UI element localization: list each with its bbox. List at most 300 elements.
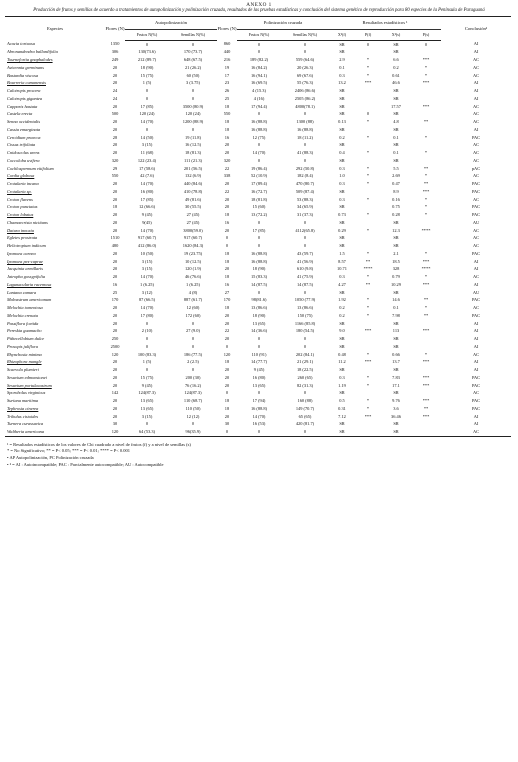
fruits-auto-cell: 2 (10) — [141, 328, 153, 334]
seeds-auto-cell: 648 (67.5) — [183, 57, 203, 63]
seeds-cross-cell: 0 — [303, 49, 307, 55]
p-fruits-cell: * — [366, 196, 370, 202]
flowers-auto-cell: 20 — [112, 150, 118, 156]
chi-seeds-cell: SR — [393, 88, 399, 94]
chi-seeds-cell: SR — [393, 320, 399, 326]
flowers-cross-cell: 19 — [224, 64, 230, 70]
fruits-auto-cell: 120 (24) — [139, 111, 155, 117]
seeds-auto-cell: 410 (78.8) — [183, 188, 203, 194]
chi-seeds-cell: 0.1 — [393, 305, 399, 311]
seeds-auto-cell: 3500 (80.9) — [182, 103, 204, 109]
table-row — [5, 126, 511, 134]
chi-seeds-cell: 113 — [392, 328, 400, 334]
seeds-cross-cell: 43 (59.7) — [296, 250, 314, 256]
chi-seeds-cell: SR — [393, 336, 399, 342]
p-fruits-cell — [355, 87, 381, 95]
p-fruits-cell: * — [366, 134, 370, 140]
col-semillas-auto: Semillas N(%) — [169, 29, 217, 40]
conclusion-cell: AI — [473, 413, 479, 419]
p-seeds-cell: *** — [422, 258, 430, 264]
chi-fruits-cell: 0.31 — [338, 405, 346, 411]
p-fruits-cell: * — [366, 398, 370, 404]
p-seeds-cell: ** — [423, 119, 429, 125]
p-fruits-cell: *** — [364, 328, 372, 334]
flowers-auto-cell: 20 — [112, 305, 118, 311]
p-seeds-cell — [411, 234, 441, 242]
p-seeds-cell: * — [424, 64, 428, 70]
p-seeds-cell: * — [424, 250, 428, 256]
seeds-cross-cell: 41 (88.3) — [296, 150, 314, 156]
seeds-auto-cell: 76 (16.2) — [184, 382, 202, 388]
seeds-auto-cell: 0 — [191, 343, 195, 349]
fruits-auto-cell: 15 (75) — [140, 374, 154, 380]
p-fruits-cell: * — [366, 250, 370, 256]
table-row — [5, 258, 511, 266]
seeds-auto-cell: 1200 (88.9) — [182, 119, 204, 125]
chi-fruits-cell: SR — [339, 343, 345, 349]
chi-fruits-cell: SR — [339, 390, 345, 396]
table-row — [5, 273, 511, 281]
seeds-cross-cell: 4112(65.8) — [295, 227, 315, 233]
chi-fruits-cell: 0.48 — [338, 351, 346, 357]
flowers-auto-cell: 24 — [112, 88, 118, 94]
flowers-auto-cell: 20 — [112, 227, 118, 233]
seeds-auto-cell: 0 — [191, 95, 195, 101]
chi-seeds-cell: SR — [393, 367, 399, 373]
table-row — [5, 141, 511, 149]
seeds-cross-cell: 0 — [281, 428, 329, 436]
fruits-auto-cell: 3 (15) — [141, 266, 153, 272]
conclusion-cell: PAC — [471, 188, 481, 194]
flowers-auto-cell: 1510 — [110, 235, 120, 241]
seeds-cross-cell: 0 — [303, 111, 307, 117]
seeds-auto-cell: 18 (81.3) — [184, 150, 202, 156]
table-row — [5, 203, 511, 211]
fruits-cross-cell: 17 (89.4) — [250, 181, 268, 187]
p-fruits-cell — [355, 389, 381, 397]
fruits-cross-cell: 0 — [257, 157, 261, 163]
table-row — [5, 351, 511, 359]
table-row — [5, 110, 511, 118]
chi-fruits-cell: 0.29 — [338, 227, 346, 233]
p-fruits-cell — [355, 219, 381, 227]
fruits-cross-cell: 18 (81.8) — [250, 196, 268, 202]
species-cell: Bastardia viscosa — [7, 72, 39, 78]
p-fruits-cell: * — [366, 181, 370, 187]
flowers-auto-cell: 20 — [112, 328, 118, 334]
conclusion-cell: AC — [472, 305, 480, 311]
p-fruits-cell: * — [366, 382, 370, 388]
seeds-auto-cell: 0 — [191, 88, 195, 94]
chi-fruits-cell: SR — [339, 289, 345, 295]
p-fruits-cell — [355, 335, 381, 343]
p-fruits-cell: * — [366, 312, 370, 318]
seeds-cross-cell: 0 — [303, 243, 307, 249]
flowers-auto-cell: 20 — [112, 374, 118, 380]
flowers-auto-cell: 1350 — [110, 41, 120, 47]
fruits-auto-cell: 87 (66.5) — [138, 297, 156, 303]
chi-seeds-cell: 17.1 — [392, 382, 400, 388]
chi-fruits-cell: 0.3 — [339, 72, 345, 78]
species-cell: Sesuvium edmonstonei — [7, 374, 47, 380]
seeds-cross-cell: 0 — [303, 343, 307, 349]
chi-seeds-cell: 0.75 — [392, 204, 400, 210]
flowers-auto-cell: 20 — [112, 398, 118, 404]
fruits-auto-cell: 16 (80) — [140, 188, 154, 194]
seeds-auto-cell: 132 (6.9) — [184, 173, 202, 179]
p-fruits-cell — [355, 343, 381, 351]
table-row — [5, 405, 511, 413]
species-cell: Pithecellobium dulce — [7, 336, 45, 342]
table-row — [5, 180, 511, 188]
table-row — [5, 103, 511, 111]
chi-seeds-cell: SR — [393, 390, 399, 396]
p-fruits-cell: * — [366, 305, 370, 311]
chi-seeds-cell: 36.46 — [391, 413, 401, 419]
chi-seeds-cell: 0.2 — [393, 64, 399, 70]
p-fruits-cell: * — [366, 119, 370, 125]
seeds-auto-cell: 887 (61.7) — [183, 297, 203, 303]
p-seeds-cell — [411, 242, 441, 250]
conclusion-cell: pAC — [471, 165, 481, 171]
fruits-cross-cell: 17 (94) — [252, 398, 266, 404]
p-seeds-cell: * — [424, 134, 428, 140]
conclusion-cell: AC — [472, 243, 480, 249]
col-autopolinizacion: Autopolinización — [125, 16, 217, 29]
flowers-cross-cell: 18 — [224, 119, 230, 125]
p-fruits-cell — [355, 242, 381, 250]
flowers-cross-cell: 30 — [224, 421, 230, 427]
footnotes — [5, 442, 513, 468]
table-row — [5, 95, 511, 103]
p-fruits-cell: * — [366, 64, 370, 70]
p-fruits-cell: * — [366, 173, 370, 179]
seeds-auto-cell: 16 (12.5) — [184, 142, 202, 148]
species-cell: Melochia crenata — [7, 312, 38, 318]
chi-seeds-cell: 7.98 — [392, 312, 400, 318]
flowers-auto-cell: 24 — [112, 95, 118, 101]
flowers-cross-cell: 18 — [224, 250, 230, 256]
p-seeds-cell: 0 — [424, 41, 428, 47]
fruits-auto-cell: 17 (58.6) — [138, 165, 156, 171]
chi-seeds-cell: 3.6 — [393, 405, 399, 411]
flowers-auto-cell: 28 — [112, 134, 118, 140]
chi-fruits-cell: SR — [339, 41, 345, 47]
species-cell: Coccoloba uvifera — [7, 157, 40, 163]
chi-fruits-cell: SR — [339, 188, 345, 194]
chi-fruits-cell: 1.5 — [339, 250, 345, 256]
p-fruits-cell: *** — [364, 359, 372, 365]
fruits-cross-cell: 12 (75) — [252, 134, 266, 140]
species-cell: Turnera curassavica — [7, 421, 44, 427]
seeds-auto-cell: 0 — [191, 367, 195, 373]
conclusion-cell: PAC — [471, 297, 481, 303]
chi-fruits-cell: 1.0 — [339, 173, 345, 179]
table-row — [5, 250, 511, 258]
species-cell: Ipomoea carnea — [7, 250, 36, 256]
conclusion-cell: PAC — [471, 134, 481, 140]
table-caption: Producción de frutos y semillas de acuerdo a tratamientos de autopolinización y polinización cruzada, resultados de las pruebas estadísticas y conclusión del sistema genético de reproducción para 80 especies de la Península de Paraguaná — [33, 8, 485, 13]
fruits-auto-cell: 3 (12) — [141, 289, 153, 295]
flowers-cross-cell: 18 — [224, 359, 230, 365]
conclusion-cell: AI — [473, 266, 479, 272]
conclusion-cell: AC — [441, 428, 511, 436]
flowers-cross-cell: 18 — [224, 405, 230, 411]
fruits-cross-cell: 4 (16) — [253, 95, 265, 101]
col-polinizacion-cruzada: Polinización cruzada — [237, 16, 329, 29]
seeds-auto-cell: 19 (23.75) — [183, 250, 203, 256]
p-seeds-cell: *** — [422, 188, 430, 194]
fruits-cross-cell: 4 (15.3) — [252, 88, 266, 94]
p-fruits-cell — [355, 320, 381, 328]
flowers-auto-cell: 20 — [112, 188, 118, 194]
flowers-cross-cell: 22 — [224, 328, 230, 334]
seeds-auto-cell: 170 (73.7) — [183, 49, 203, 55]
flowers-auto-cell: 16 — [112, 281, 118, 287]
fruits-cross-cell: 13 (65) — [252, 320, 266, 326]
table-row — [5, 343, 511, 351]
flowers-cross-cell: 338 — [223, 173, 231, 179]
seeds-auto-cell: 4 (8) — [188, 289, 198, 295]
p-fruits-cell: * — [366, 150, 370, 156]
chi-fruits-cell: 4.27 — [338, 281, 346, 287]
conclusion-cell: PAC — [471, 181, 481, 187]
fruits-cross-cell: 14 (70) — [252, 413, 266, 419]
seeds-auto-cell: 27 (45) — [186, 212, 200, 218]
col-resultados: Resultados estadísticos ¹ — [329, 16, 441, 29]
table-row — [5, 79, 511, 87]
fruits-cross-cell: 16 (88.8) — [250, 250, 268, 256]
seeds-auto-cell: 21 (26.2) — [184, 64, 202, 70]
table-row — [5, 366, 511, 374]
seeds-cross-cell: 420 (81.7) — [295, 421, 315, 427]
fruits-cross-cell: 18 (90) — [252, 312, 266, 318]
seeds-cross-cell: 1166 (85.8) — [294, 320, 316, 326]
seeds-auto-cell: 27 (45) — [186, 219, 200, 225]
conclusion-cell: AC — [472, 351, 480, 357]
table-row — [5, 48, 511, 56]
flowers-auto-cell: 120 — [111, 351, 119, 357]
fruits-cross-cell: 0 — [257, 41, 261, 47]
col-frutos-auto: Frutos N(%) — [125, 29, 169, 40]
p-seeds-cell: *** — [422, 374, 430, 380]
seeds-cross-cell: 0 — [303, 142, 307, 148]
fruits-auto-cell: 0 — [145, 343, 149, 349]
conclusion-cell: AU — [472, 219, 480, 225]
flowers-cross-cell: 17 — [224, 72, 230, 78]
seeds-auto-cell: 19 (11.8) — [185, 134, 201, 140]
seeds-cross-cell: 14 (87.5) — [296, 281, 314, 287]
flowers-cross-cell: 0 — [217, 428, 237, 436]
conclusion-cell: AC — [472, 227, 480, 233]
col-x2s: X²(s) — [381, 29, 411, 40]
fruits-cross-cell: 9 (45) — [253, 367, 265, 373]
table-row — [5, 56, 511, 64]
chi-seeds-cell: 7.83 — [392, 374, 400, 380]
seeds-auto-cell: 3 (3.75) — [186, 80, 200, 86]
species-cell: Rhynchosia minima — [7, 351, 42, 357]
p-seeds-cell: *** — [422, 57, 430, 63]
p-seeds-cell — [411, 428, 441, 436]
seeds-cross-cell: 21 (29.1) — [296, 359, 314, 365]
chi-seeds-cell: 0.66 — [392, 351, 400, 357]
table-row — [5, 211, 511, 219]
p-seeds-cell: * — [424, 274, 428, 280]
conclusion-cell: AI — [473, 320, 479, 326]
flowers-auto-cell: 500 — [111, 111, 119, 117]
fruits-auto-cell: 0 — [145, 95, 149, 101]
flowers-cross-cell: 23 — [224, 80, 230, 86]
p-fruits-cell — [355, 366, 381, 374]
fruits-auto-cell: 10 (50) — [140, 250, 154, 256]
seeds-cross-cell: 41 (56.9) — [296, 258, 314, 264]
p-seeds-cell: *** — [422, 382, 430, 388]
species-cell: Tephrosia cinerea — [7, 405, 39, 411]
chi-seeds-cell: SR — [393, 41, 399, 47]
flowers-auto-cell: 20 — [112, 274, 118, 280]
table-row — [5, 234, 511, 242]
fruits-auto-cell: 14 (70) — [140, 305, 154, 311]
p-seeds-cell: ** — [423, 312, 429, 318]
p-seeds-cell — [411, 126, 441, 134]
col-ps: P(s) — [411, 29, 441, 40]
seeds-auto-cell: 172 (60) — [185, 312, 201, 318]
conclusion-cell: AI — [473, 95, 479, 101]
fruits-auto-cell: 212 (89.7) — [137, 57, 157, 63]
fruits-cross-cell: 14 (70) — [252, 150, 266, 156]
chi-fruits-cell: 1.92 — [338, 297, 346, 303]
chi-fruits-cell: SR — [339, 367, 345, 373]
fruits-auto-cell: 9(45) — [142, 219, 152, 225]
p-fruits-cell: ** — [365, 258, 371, 264]
p-seeds-cell: ** — [423, 405, 429, 411]
flowers-cross-cell: 18 — [224, 103, 230, 109]
chi-fruits-cell: 0.3 — [339, 165, 345, 171]
chi-seeds-cell: 2.69 — [392, 173, 400, 179]
table-row — [5, 72, 511, 80]
chi-fruits-cell: 7.12 — [338, 413, 346, 419]
fruits-auto-cell: 64 (53.3) — [125, 428, 169, 436]
flowers-auto-cell: 320 — [111, 157, 119, 163]
seeds-cross-cell: 18 (11.2) — [297, 134, 313, 140]
p-seeds-cell — [411, 420, 441, 428]
table-row — [5, 64, 511, 72]
seeds-cross-cell: 160 (88) — [297, 398, 313, 404]
flowers-auto-cell: 20 — [112, 382, 118, 388]
seeds-cross-cell: 260 (65) — [297, 374, 313, 380]
chi-seeds-cell: SR — [393, 95, 399, 101]
chi-seeds-cell: SR — [393, 111, 399, 117]
p-seeds-cell: ** — [423, 181, 429, 187]
species-cell: Abronandendra ballardifolia — [7, 49, 58, 55]
fruits-cross-cell: 0 — [257, 243, 261, 249]
chi-seeds-cell: 18.5 — [392, 258, 400, 264]
conclusion-cell: AI — [473, 328, 479, 334]
seeds-auto-cell: 200 (30) — [185, 374, 201, 380]
p-fruits-cell — [355, 141, 381, 149]
species-cell: Jatropha gossypifolia — [7, 274, 46, 280]
table-row — [5, 157, 511, 165]
table-row — [5, 312, 511, 320]
table-row — [5, 389, 511, 397]
fruits-cross-cell: 13 (86.6) — [250, 305, 268, 311]
p-fruits-cell: * — [366, 351, 370, 357]
seeds-cross-cell: 69 (67.6) — [296, 72, 314, 78]
chi-seeds-cell: 0.47 — [392, 181, 400, 187]
fruits-cross-cell: 110 (91) — [251, 351, 267, 357]
chi-fruits-cell: 0.3 — [339, 274, 345, 280]
p-seeds-cell: * — [424, 196, 428, 202]
flowers-auto-cell: 20 — [112, 250, 118, 256]
p-seeds-cell: * — [424, 204, 428, 210]
chi-fruits-cell: 10.71 — [337, 266, 347, 272]
flowers-auto-cell: 120 — [105, 428, 125, 436]
p-seeds-cell: * — [424, 173, 428, 179]
table-row — [5, 397, 511, 405]
flowers-cross-cell: 20 — [224, 266, 230, 272]
col-semillas-cruz: Semillas N(%) — [281, 29, 329, 40]
fruits-cross-cell: 15 (60) — [252, 204, 266, 210]
table-row — [5, 296, 511, 304]
table-row — [5, 149, 511, 157]
table-row — [5, 40, 511, 48]
p-seeds-cell — [411, 389, 441, 397]
table-row — [5, 134, 511, 142]
table-row — [5, 219, 511, 227]
chi-fruits-cell: SR — [339, 235, 345, 241]
species-cell: Castela erecta — [7, 111, 33, 117]
table-row — [5, 165, 511, 173]
seeds-cross-cell: 470 (80.7) — [295, 181, 315, 187]
species-cell: Tribulus cistoides — [7, 413, 39, 419]
flowers-cross-cell: 20 — [224, 367, 230, 373]
p-seeds-cell — [411, 335, 441, 343]
chi-seeds-cell: 13.7 — [392, 359, 400, 365]
flowers-auto-cell: 25 — [112, 289, 118, 295]
fruits-cross-cell: 17 (85) — [252, 227, 266, 233]
fruits-auto-cell: 0 — [145, 421, 149, 427]
flowers-cross-cell: 550 — [223, 111, 231, 117]
p-fruits-cell: ** — [365, 281, 371, 287]
chi-fruits-cell: 0.2 — [339, 312, 345, 318]
chi-fruits-cell: SR — [339, 126, 345, 132]
fruits-auto-cell: 0 — [145, 41, 149, 47]
fruits-cross-cell: 16 (72.7) — [250, 188, 268, 194]
fruits-auto-cell: 412 (86.0) — [137, 243, 157, 249]
seeds-cross-cell: 53 (88.3) — [296, 196, 314, 202]
flowers-auto-cell: 20 — [112, 359, 118, 365]
p-seeds-cell: *** — [422, 359, 430, 365]
chi-fruits-cell: SR — [339, 88, 345, 94]
table-row — [5, 281, 511, 289]
chi-fruits-cell: 11.2 — [338, 359, 346, 365]
species-cell: Heliotropium indicum — [7, 243, 46, 249]
flowers-cross-cell: 20 — [224, 196, 230, 202]
conclusion-cell: PAC — [471, 398, 481, 404]
species-cell: Cissus trifoliata — [7, 142, 36, 148]
p-seeds-cell: **** — [421, 227, 431, 233]
chi-fruits-cell: 13.2 — [338, 80, 346, 86]
fruits-cross-cell: 189 (82.2) — [249, 57, 269, 63]
flowers-cross-cell: 440 — [223, 49, 231, 55]
chi-fruits-cell: 0.5 — [339, 398, 345, 404]
conclusion-cell: PAC — [471, 405, 481, 411]
p-seeds-cell: *** — [422, 80, 430, 86]
chi-fruits-cell: SR — [339, 103, 345, 109]
p-seeds-cell — [411, 110, 441, 118]
chi-fruits-cell: 0.2 — [339, 134, 345, 140]
fruits-auto-cell: 0 — [145, 88, 149, 94]
